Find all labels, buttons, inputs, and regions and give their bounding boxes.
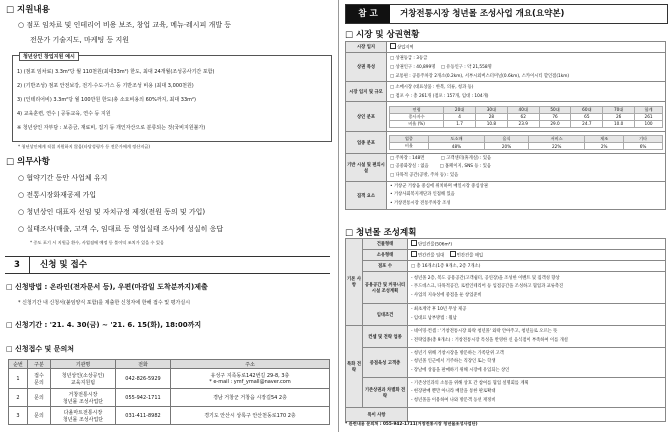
group-label: 특화 전략 — [346, 326, 363, 408]
market-table — [345, 41, 666, 210]
reference-title: 거창전통시장 청년몰 조성사업 개요(요약본) — [400, 9, 565, 19]
cell-line: - 청년기 위해 거창시장을 방문하는 가족단위 고객 — [411, 350, 504, 356]
col-header: 60대 — [571, 106, 603, 113]
duty-title: □ 의무사항 — [6, 157, 50, 167]
cell — [387, 182, 666, 210]
col-header: 제조 — [585, 136, 624, 143]
cell-text: 청년몰을 이용하여 나와 방문객 동선 재정비 — [413, 397, 496, 403]
cell: 비율 — [390, 143, 429, 150]
cell-line: □ 점포 수 : 총 261개 (점포 : 157개, 임대 : 104개) — [390, 93, 489, 99]
cell: 48% — [428, 143, 484, 150]
col-header: 70대 — [603, 106, 635, 113]
row-label: 집객 요소 — [346, 182, 387, 210]
cell: 055-942-1711 — [116, 389, 171, 407]
col-header: 주소 — [171, 360, 330, 369]
table-header-row — [9, 360, 330, 369]
section-number: 3 — [5, 257, 30, 273]
duty-item: ○ 전통시장화재공제 가입 — [18, 191, 97, 199]
cell-text: 총 16개소(1층 9개소, 2층 7개소) — [416, 264, 481, 269]
cell-text: 최초계약 후 10년 무상 제공 — [413, 307, 467, 312]
support-example-box — [12, 55, 332, 142]
cell: 다올마트전통시장 청년몰 조성사업단 — [51, 407, 116, 425]
row-label: 중점육성 고객층 — [363, 348, 408, 378]
table-row — [346, 304, 666, 326]
table-row — [346, 326, 666, 348]
cell-line: □ 다목적 공간(공방, 주차 등) : 있음 — [390, 172, 459, 178]
contact-title: □ 신청접수 및 문의처 — [6, 345, 75, 353]
cell-line: - 기존상인과의 소통을 위해 상호 간 참여를 협업 설명회를 계획 — [411, 380, 529, 386]
cell-text: 상업지역 — [397, 45, 414, 51]
cell: 3 — [9, 407, 28, 425]
table-row — [346, 53, 666, 82]
reference-header — [345, 4, 668, 24]
table-header-row — [390, 106, 663, 113]
cell: 261 — [635, 113, 663, 120]
cell: 26 — [603, 113, 635, 120]
cell-line: □ 공중화장실 : 없음 □ 홈페이지, SNS 등 : 있음 — [390, 164, 492, 170]
cell-text: 단일건물(506m²) — [418, 242, 453, 248]
row-label: 시장 입지 — [346, 42, 387, 53]
cell: 거창전통시장 청년몰 조성사업단 — [51, 389, 116, 407]
cell — [408, 348, 666, 378]
cell: 문의 — [28, 407, 51, 425]
col-header: 20대 — [444, 106, 476, 113]
cell-line: - 장날에 상품을 판매하기 위해 시장에 유입되는 상인 — [411, 367, 510, 373]
table-row — [346, 82, 666, 102]
cell: 62 — [507, 113, 539, 120]
cell-text: 청년몰 인근에서 거주하는 직장인 또는 학생 — [413, 359, 496, 365]
cell — [387, 102, 666, 132]
box-note: * 청년상인에게 직접 지원하지 않음(타당성평가 등 전문가에게 정산지급) — [18, 144, 150, 149]
table-row — [390, 113, 663, 120]
cell — [387, 82, 666, 102]
cell: 1 — [9, 369, 28, 389]
table-row — [390, 120, 663, 127]
cell — [408, 304, 666, 326]
cell-line: • 거창사회복지재단과 인접해 있음 — [390, 192, 455, 198]
cell — [387, 42, 666, 53]
checkbox-icon — [390, 43, 396, 49]
cell-line: - 임대료 납부방법 : 월납 — [411, 315, 457, 321]
cell — [408, 250, 666, 261]
checkbox-icon — [450, 251, 456, 257]
cell: 비율 (%) — [390, 120, 444, 127]
cell-text: 상권등급 : 3등급 — [395, 55, 428, 61]
table-row — [346, 239, 666, 250]
cell-line: • 거창전통시장 전통주차장 조성 — [390, 200, 451, 206]
contact-note: * 관련내용 문의처 : 055-942-1711(거창전통시장 청년몰조성사업단) — [345, 421, 478, 426]
youth-section-title: □ 청년몰 조성계획 — [345, 228, 417, 238]
cell: 6% — [624, 143, 663, 150]
support-bullet-cont: 전문가 기술지도, 마케팅 등 지원 — [30, 36, 130, 44]
cell-line: - 최초계약 후 10년 무상 제공 — [411, 307, 467, 312]
section-title: 신청 및 접수 — [40, 260, 87, 270]
cell-text: 거창전통시장 전통주차장 조성 — [393, 200, 451, 206]
duty-item: ○ 청년상인 대표자 선임 및 자치규정 제정(전원 동의 및 가입) — [18, 208, 206, 216]
cell: 24.7 — [571, 120, 603, 127]
cell: 청년상인(소상공인) 교육지원팀 — [51, 369, 116, 389]
cell-line: - 사업의 지속성에 중점을 둔 창업준비 — [411, 292, 482, 298]
cell: 종사자수 — [390, 113, 444, 120]
cell-text: 임대료 납부방법 : 월납 — [413, 315, 457, 321]
cell: 경기도 안산시 상록구 안산천동로170 2층 — [171, 407, 330, 425]
age-table — [389, 106, 663, 128]
cell — [387, 154, 666, 182]
row-label: 업종 분포 — [346, 132, 387, 154]
table-row — [346, 250, 666, 261]
cell-text: 상권인구 : 40,899명 — [395, 64, 436, 70]
cell-text: 전략업종(총 9개소) : 거창전통시장 특성을 반영한 신 음식점이 부족하여 이를 개설 — [413, 337, 568, 343]
col-header: 50대 — [539, 106, 571, 113]
cell: 접수 문의 — [28, 369, 51, 389]
plan-table — [345, 238, 666, 422]
cell: 76 — [539, 113, 571, 120]
cell-line: - 전략업종(총 9개소) : 거창전통시장 특성을 반영한 신 음식점이 부족하여 이를 개설 — [411, 337, 568, 343]
cell: 23.9 — [507, 120, 539, 127]
row-label: 소유형태 — [363, 250, 408, 261]
col-header: 30대 — [476, 106, 508, 113]
cell-line: - 청년몰을 이용하여 나와 방문객 동선 재정비 — [411, 397, 496, 403]
box-line-4: 4) 교육훈련, 연수 | 공동교육, 연수 등 지원 — [17, 111, 111, 117]
cell-text: 거창사회복지재단과 인접해 있음 — [393, 192, 455, 198]
row-label: 기존상권과 차별화 전략 — [363, 378, 408, 408]
cell-text: 청년몰 2층, 복도 공용공간(고객쉼터, 공연장)을 조성한 이벤트 및 집객성 향상 — [413, 275, 560, 281]
table-header-row — [390, 136, 663, 143]
cell: 28 — [476, 113, 508, 120]
cell: 10.8 — [476, 120, 508, 127]
box-line-3: 3) (인테리어비) 3.3m²당 월 100만원 한도(총 소요비용의 60%까지, 최대 33m²) — [17, 97, 196, 103]
row-label: 점포 수 — [363, 261, 408, 272]
cell — [387, 132, 666, 154]
cell — [408, 272, 666, 304]
col-header: 순번 — [9, 360, 28, 369]
box-line-1: 1) (점포 임차료) 3.3m²당 월 110천원(최대33m²) 한도, 최대 24개월(조성공사기간 포함) — [17, 69, 215, 75]
cell: □ 총 16개소(1층 9개소, 2층 7개소) — [408, 261, 666, 272]
cell-text: 홈페이지, SNS 등 : 있음 — [445, 164, 492, 170]
cell-line: - 네이밍·컨셉 : '거창전통시장 와락 청년몰' 와락 안아주고, 청년들로 오르는 뜻 — [411, 329, 558, 334]
table-row — [346, 378, 666, 408]
duty-item: ○ 실태조사(매출, 고객 수, 임대료 등 영업실태 조사)에 성실히 응답 — [18, 225, 224, 233]
row-label: 특이 사항 — [346, 408, 408, 422]
table-row — [346, 261, 666, 272]
cell: 4 — [444, 113, 476, 120]
method-title: □ 신청방법 : 온라인(전자문서 등), 우편(마감일 도착분까지)제출 — [6, 283, 208, 291]
cell-line: □ 상권인구 : 40,899명 □ 유동인구 : 약 21,558명 — [390, 64, 492, 70]
cell-line: □ 소매시장 (대표상품 : 한복, 의류, 청과 등) — [390, 84, 474, 90]
row-label: 기반 시설 및 편의시설 — [346, 154, 387, 182]
cell: 29.0 — [539, 120, 571, 127]
cell-text: 민간건물 매입 — [456, 253, 484, 259]
table-row — [346, 102, 666, 132]
cell-text: 청년기 위해 거창시장을 방문하는 가족단위 고객 — [413, 350, 504, 356]
cell-line: □ 교통편 : 공용주차장 2개소(0.2km), 서부시외버스터미널(0.6km), 스카이시티 할인점(1km) — [390, 73, 570, 79]
box-line-2: 2) (기반조성) 점포 안전보강, 전기·수도·가스 등 기반조성 비용 (최대 3,000천원) — [17, 83, 194, 89]
duty-item: ○ 협약기간 동안 사업체 유지 — [18, 174, 108, 182]
col-header: 기타 — [624, 136, 663, 143]
table-row — [346, 154, 666, 182]
cell-text: 장날에 상품을 판매하기 위해 시장에 유입되는 상인 — [413, 367, 510, 373]
col-header: 40대 — [507, 106, 539, 113]
cell-text: 점포 수 : 총 261개 (점포 : 157개, 임대 : 104개) — [395, 93, 489, 99]
market-section-title: □ 시장 및 상권현황 — [345, 30, 420, 40]
cell: 65 — [571, 113, 603, 120]
cell-text: 유동인구 : 약 21,558명 — [446, 64, 492, 70]
cell — [408, 239, 666, 250]
cell-text: 푸드데스크, 다목적공간, 로컬인테리어 등 입점공간을 조성하고 협업과 교류촉진 — [413, 284, 564, 290]
row-label: 건물형태 — [363, 239, 408, 250]
col-header: 합계 — [635, 106, 663, 113]
checkbox-icon — [411, 240, 417, 246]
col-header: 도소매 — [428, 136, 484, 143]
cell: 042-826-5929 — [116, 369, 171, 389]
table-row — [9, 369, 330, 389]
group-label: 기본 사항 — [346, 239, 363, 326]
cell: 10.0 — [603, 120, 635, 127]
cell-line: - 청년몰 2층, 복도 공용공간(고객쉼터, 공연장)을 조성한 이벤트 및 집객성 향상 — [411, 275, 560, 281]
row-label: 상인 분포 — [346, 102, 387, 132]
cell-line: □ 상권등급 : 3등급 — [390, 55, 428, 61]
cell-text: 사업의 지속성에 중점을 둔 창업준비 — [413, 292, 482, 298]
cell-line: • 거창군 거창읍 중심에 위치하며 매일시장 중심상권 — [390, 183, 488, 189]
cell — [408, 326, 666, 348]
cell-text: 고객센터(휴게실) : 있음 — [446, 155, 492, 161]
cell: 문의 — [28, 389, 51, 407]
cell: 2 — [9, 389, 28, 407]
right-page — [341, 0, 670, 432]
cell: 1.7 — [444, 120, 476, 127]
table-row — [9, 407, 330, 425]
table-row — [346, 132, 666, 154]
cell-text: 민간건물 임대 — [418, 253, 445, 259]
table-row — [346, 408, 666, 422]
section-3-header — [5, 256, 330, 274]
duty-note: * 중도 포기 시 지원금 환수, 사업점에 예정 등 불이익 조치가 있을 수 있음 — [30, 240, 164, 245]
cell — [408, 408, 666, 422]
col-header: 전화 — [116, 360, 171, 369]
table-row — [346, 272, 666, 304]
reference-tag: 참 고 — [346, 5, 390, 23]
cell-text: 주차장 : 148면 — [395, 155, 425, 161]
col-header: 서비스 — [529, 136, 585, 143]
method-note: * 신청기간 내 신청서(붙임양식 포함)를 제출한 신청자에 한해 접수 및 평가실시 — [18, 300, 191, 306]
row-label: 공용공간 및 커뮤니티시설 조성계획 — [363, 272, 408, 304]
table-row — [9, 389, 330, 407]
cell — [387, 53, 666, 82]
support-title: □ 지원내용 — [6, 5, 50, 15]
cell — [408, 378, 666, 408]
checkbox-icon — [411, 251, 417, 257]
box-line-5: ※ 청년상인 자부담 : 보증금, 재료비, 집기 등 개인자산으로 분류되는 것(국비지원불가) — [17, 125, 206, 131]
table-row — [346, 42, 666, 53]
cell-text: 네이밍·컨셉 : '거창전통시장 와락 청년몰' 와락 안아주고, 청년들로 오르는 뜻 — [413, 329, 558, 334]
cell: 2% — [585, 143, 624, 150]
cell-line: □ 주차장 : 148면 □ 고객센터(휴게실) : 있음 — [390, 155, 492, 161]
cell: 031-411-8982 — [116, 407, 171, 425]
cell-line: - 현장판매 뿐만 아니라 배달을 통한 판로확대 — [411, 389, 496, 395]
col-header: 구분 — [28, 360, 51, 369]
table-row — [346, 348, 666, 378]
col-header: 연령 — [390, 106, 444, 113]
cell-text: 현장판매 뿐만 아니라 배달을 통한 판로확대 — [413, 389, 496, 395]
cell-text: 다목적 공간(공방, 주차 등) : 있음 — [395, 172, 459, 178]
row-label: 시장 입지 및 규모 — [346, 82, 387, 102]
cell-text: 기존상인과의 소통을 위해 상호 간 참여를 협업 설명회를 계획 — [413, 380, 529, 386]
period-title: □ 신청기간 : '21. 4. 30(금) ~ '21. 6. 15(화), 18:00까지 — [6, 321, 202, 329]
cell: 20% — [485, 143, 529, 150]
cell-text: 거창군 거창읍 중심에 위치하며 매일시장 중심상권 — [393, 183, 488, 189]
cell-line: - 푸드데스크, 다목적공간, 로컬인테리어 등 입점공간을 조성하고 협업과 교류촉진 — [411, 284, 564, 290]
row-label: 상권 특성 — [346, 53, 387, 82]
support-bullet: ○ 점포 임차료 및 인테리어 비용 보조, 창업 교육, 메뉴·레시피 개발 등 — [18, 21, 232, 29]
row-label: 컨셉 및 전략 업종 — [363, 326, 408, 348]
cell-text: 공중화장실 : 없음 — [395, 164, 429, 170]
contact-table — [8, 359, 330, 425]
cell-text: 소매시장 (대표상품 : 한복, 의류, 청과 등) — [395, 84, 474, 90]
box-title: 청년상인 창업지원 예시 — [19, 52, 79, 61]
cell: 100 — [635, 120, 663, 127]
col-header: 음식 — [485, 136, 529, 143]
cell: 경남 거창군 거창읍 시장길54 2층 — [171, 389, 330, 407]
table-row — [390, 143, 663, 150]
cell: 22% — [529, 143, 585, 150]
cell-text: 교통편 : 공용주차장 2개소(0.2km), 서부시외버스터미널(0.6km), 스카이시티 할인점(1km) — [395, 73, 570, 79]
business-table — [389, 135, 663, 150]
table-row — [346, 182, 666, 210]
row-label: 임대조건 — [363, 304, 408, 326]
col-header: 업종 — [390, 136, 429, 143]
cell-line: - 청년몰 인근에서 거주하는 직장인 또는 학생 — [411, 359, 496, 365]
col-header: 기관명 — [51, 360, 116, 369]
cell: 유성구 지족동로142번길 29-8, 3층 * e-mail : ymf_ymall@naver.com — [171, 369, 330, 389]
